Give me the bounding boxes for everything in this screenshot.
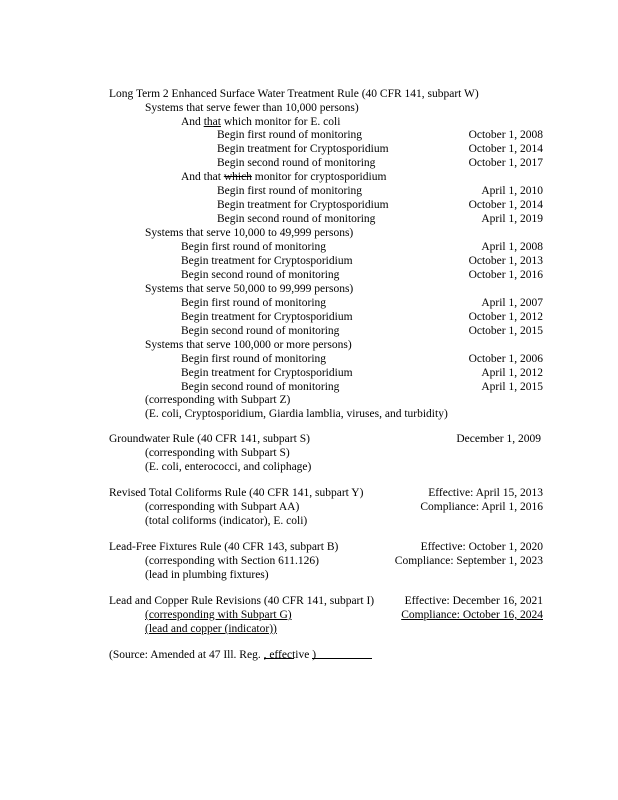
gwr-corresponding: (corresponding with Subpart S) — [145, 447, 290, 459]
schedule-row-date: October 1, 2014 — [468, 199, 543, 211]
reg-issue-blank — [264, 648, 294, 659]
schedule-row-date: October 1, 2016 — [468, 269, 543, 281]
rtcr-corresponding: (corresponding with Subpart AA) — [145, 501, 300, 513]
schedule-row-date: October 1, 2014 — [468, 143, 543, 155]
schedule-row-date: October 1, 2006 — [468, 353, 543, 365]
lff-heading: Lead-Free Fixtures Rule (40 CFR 143, subpart B) — [109, 541, 339, 553]
lt2-crypto-heading-a: And that — [181, 171, 224, 183]
lff-contaminants: (lead in plumbing fixtures) — [145, 569, 269, 581]
lt2-crypto-heading — [181, 170, 386, 184]
schedule-row-label: Begin second round of monitoring — [217, 157, 376, 169]
lt2-group-heading: Systems that serve 100,000 or more persons) — [145, 339, 352, 351]
schedule-row-label: Begin first round of monitoring — [181, 353, 327, 365]
effective-date-blank — [312, 648, 372, 659]
schedule-row — [0, 240, 618, 254]
schedule-row — [0, 310, 618, 324]
source-suffix: ) — [312, 649, 317, 661]
schedule-row-label: Begin first round of monitoring — [217, 129, 363, 141]
lff-corresponding-line — [0, 554, 618, 568]
lff-heading-line — [0, 540, 618, 554]
schedule-row-label: Begin treatment for Cryptosporidium — [217, 143, 389, 155]
source-note — [109, 648, 316, 662]
schedule-row-label: Begin second round of monitoring — [181, 381, 340, 393]
lt2-group-heading-line — [0, 226, 618, 240]
lcr-contaminants-line — [0, 622, 618, 636]
schedule-row-label: Begin treatment for Cryptosporidium — [181, 311, 353, 323]
schedule-row-label: Begin first round of monitoring — [181, 241, 327, 253]
schedule-row — [0, 212, 618, 226]
lcr-heading: Lead and Copper Rule Revisions (40 CFR 141, subpart I) — [109, 595, 375, 607]
schedule-row-label: Begin treatment for Cryptosporidium — [181, 255, 353, 267]
lt2-small-heading-line — [0, 101, 618, 115]
rtcr-heading-line — [0, 486, 618, 500]
lt2-group-heading-line — [0, 282, 618, 296]
schedule-row — [0, 254, 618, 268]
schedule-row-label: Begin second round of monitoring — [217, 213, 376, 225]
lt2-corresponding-line — [0, 393, 618, 407]
rtcr-corresponding-line — [0, 500, 618, 514]
lt2-contaminants: (E. coli, Cryptosporidium, Giardia lamblia, viruses, and turbidity) — [145, 408, 448, 420]
lt2-corresponding: (corresponding with Subpart Z) — [145, 394, 291, 406]
schedule-row — [0, 268, 618, 282]
lcr-heading-line — [0, 594, 618, 608]
lt2-ecoli-heading-inserted: that — [203, 116, 221, 128]
rtcr-heading: Revised Total Coliforms Rule (40 CFR 141, subpart Y) — [109, 487, 364, 499]
schedule-row — [0, 128, 618, 142]
lt2-ecoli-heading-a: And — [181, 116, 204, 128]
schedule-row-date: April 1, 2010 — [481, 185, 543, 197]
source-prefix: (Source: Amended at 47 Ill. Reg. — [109, 649, 264, 661]
schedule-row-date: October 1, 2015 — [468, 325, 543, 337]
lt2-crypto-heading-c: monitor for cryptosporidium — [251, 171, 387, 183]
lcr-corresponding-line — [0, 608, 618, 622]
rtcr-effective: Effective: April 15, 2013 — [428, 487, 543, 499]
lff-compliance: Compliance: September 1, 2023 — [394, 555, 543, 567]
source-note-line — [0, 648, 618, 662]
lcr-effective: Effective: December 16, 2021 — [404, 595, 543, 607]
rtcr-compliance: Compliance: April 1, 2016 — [420, 501, 543, 513]
schedule-row-label: Begin treatment for Cryptosporidium — [217, 199, 389, 211]
schedule-row — [0, 156, 618, 170]
lff-corresponding: (corresponding with Section 611.126) — [145, 555, 319, 567]
lt2-ecoli-heading — [181, 115, 340, 129]
schedule-row-date: April 1, 2007 — [481, 297, 543, 309]
schedule-row-label: Begin second round of monitoring — [181, 269, 340, 281]
schedule-row — [0, 184, 618, 198]
schedule-row-date: October 1, 2017 — [468, 157, 543, 169]
lt2-crypto-heading-deleted: which — [223, 171, 252, 183]
rtcr-contaminants: (total coliforms (indicator), E. coli) — [145, 515, 308, 527]
lt2-crypto-heading-line — [0, 170, 618, 184]
gwr-heading-line — [0, 432, 618, 446]
schedule-row — [0, 142, 618, 156]
lt2-group-heading: Systems that serve 10,000 to 49,999 persons) — [145, 227, 354, 239]
lff-effective: Effective: October 1, 2020 — [420, 541, 543, 553]
lcr-contaminants: (lead and copper (indicator)) — [145, 623, 277, 635]
lt2-heading: Long Term 2 Enhanced Surface Water Treatment Rule (40 CFR 141, subpart W) — [109, 88, 479, 100]
lcr-compliance: Compliance: October 16, 2024 — [401, 609, 543, 621]
schedule-row-label: Begin treatment for Cryptosporidium — [181, 367, 353, 379]
schedule-row-label: Begin first round of monitoring — [217, 185, 363, 197]
schedule-row-date: April 1, 2008 — [481, 241, 543, 253]
lt2-group-heading-line — [0, 338, 618, 352]
schedule-row — [0, 198, 618, 212]
gwr-heading: Groundwater Rule (40 CFR 141, subpart S) — [109, 433, 310, 445]
rtcr-contaminants-line — [0, 514, 618, 528]
lt2-group-heading: Systems that serve 50,000 to 99,999 persons) — [145, 283, 354, 295]
schedule-row-date: April 1, 2012 — [481, 367, 543, 379]
lff-contaminants-line — [0, 568, 618, 582]
gwr-contaminants-line — [0, 460, 618, 474]
schedule-row — [0, 296, 618, 310]
lt2-heading-line — [0, 87, 618, 101]
schedule-row-label: Begin second round of monitoring — [181, 325, 340, 337]
lt2-contaminants-line — [0, 407, 618, 421]
schedule-row — [0, 380, 618, 394]
gwr-contaminants: (E. coli, enterococci, and coliphage) — [145, 461, 312, 473]
schedule-row-date: April 1, 2019 — [481, 213, 543, 225]
schedule-row-date: October 1, 2008 — [468, 129, 543, 141]
lt2-ecoli-heading-line — [0, 115, 618, 129]
schedule-row — [0, 352, 618, 366]
schedule-row-date: October 1, 2012 — [468, 311, 543, 323]
lcr-corresponding: (corresponding with Subpart G) — [145, 609, 292, 621]
lt2-ecoli-heading-c: which monitor for E. coli — [220, 116, 341, 128]
schedule-row-date: October 1, 2013 — [468, 255, 543, 267]
schedule-row — [0, 366, 618, 380]
schedule-row-date: April 1, 2015 — [481, 381, 543, 393]
source-mid: , effective — [263, 649, 313, 661]
gwr-date: December 1, 2009 — [456, 433, 541, 445]
schedule-row-label: Begin first round of monitoring — [181, 297, 327, 309]
lt2-small-heading: Systems that serve fewer than 10,000 persons) — [145, 102, 359, 114]
gwr-corresponding-line — [0, 446, 618, 460]
schedule-row — [0, 324, 618, 338]
